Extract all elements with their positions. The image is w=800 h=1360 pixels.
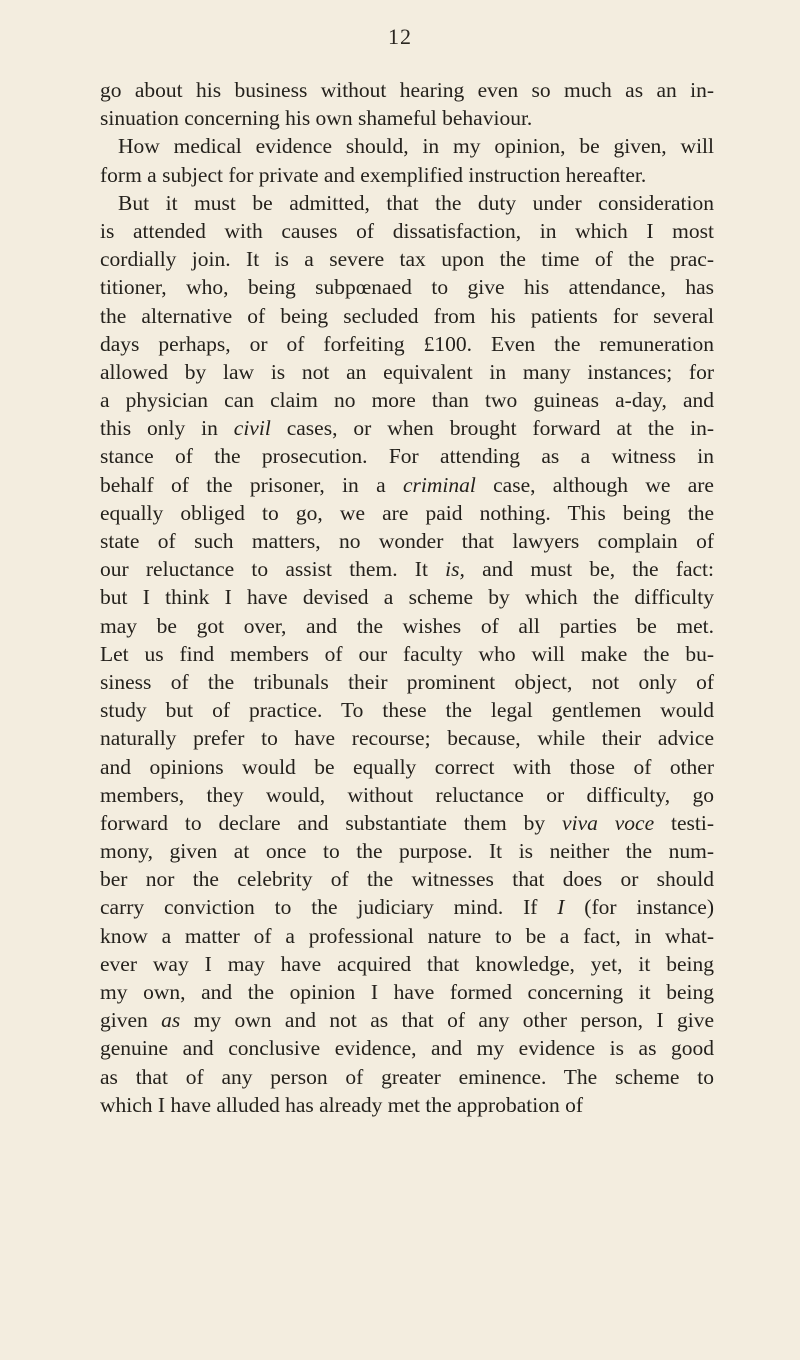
text-segment: ever way I may have acquired that knowledge, yet, it being bbox=[100, 951, 714, 976]
text-line bbox=[100, 781, 714, 809]
text-line bbox=[100, 76, 714, 104]
text-line bbox=[100, 583, 714, 611]
text-line bbox=[100, 612, 714, 640]
text-line bbox=[100, 161, 714, 189]
text-line bbox=[100, 837, 714, 865]
text-line bbox=[100, 442, 714, 470]
paragraph bbox=[100, 76, 714, 132]
text-segment: study but of practice. To these the legal gentlemen would bbox=[100, 698, 714, 723]
text-line bbox=[100, 809, 714, 837]
text-segment: the alternative of being secluded from his patients for several bbox=[100, 303, 714, 328]
text-segment: members, they would, without reluctance or difficulty, go bbox=[100, 782, 714, 807]
text-segment: which I have alluded has already met the approbation of bbox=[100, 1092, 583, 1117]
text-segment: stance of the prosecution. For attending as a witness in bbox=[100, 444, 714, 469]
text-line bbox=[100, 893, 714, 921]
text-segment: my own and not as that of any other person, I give bbox=[180, 1008, 714, 1033]
text-segment: given bbox=[100, 1008, 162, 1033]
text-segment: sinuation concerning his own shameful behaviour. bbox=[100, 106, 533, 131]
text-segment: and must be, the fact: bbox=[464, 557, 714, 582]
text-segment: How medical evidence should, in my opinion, be given, will bbox=[118, 134, 714, 159]
text-line bbox=[100, 104, 714, 132]
text-segment: cordially join. It is a severe tax upon the time of the prac- bbox=[100, 247, 714, 272]
text-segment: But it must be admitted, that the duty under consideration bbox=[118, 190, 714, 215]
text-line bbox=[100, 414, 714, 442]
text-segment: testi- bbox=[654, 810, 714, 835]
paragraph bbox=[100, 132, 714, 188]
text-line bbox=[100, 753, 714, 781]
text-segment: Let us find members of our faculty who will make the bu- bbox=[100, 641, 714, 666]
text-line bbox=[100, 724, 714, 752]
text-segment: form a subject for private and exemplified instruction hereafter. bbox=[100, 162, 647, 187]
text-segment: ber nor the celebrity of the witnesses that does or should bbox=[100, 867, 714, 892]
text-segment: titioner, who, being subpœnaed to give his attendance, has bbox=[100, 275, 714, 300]
text-segment: carry conviction to the judiciary mind. If bbox=[100, 895, 558, 920]
page-number: 12 bbox=[388, 24, 412, 49]
text-line bbox=[100, 471, 714, 499]
text-segment: is attended with causes of dissatisfaction, in which I most bbox=[100, 218, 714, 243]
text-line bbox=[100, 273, 714, 301]
italic-text: criminal bbox=[402, 472, 476, 497]
italic-text: viva voce bbox=[562, 810, 655, 835]
text-line bbox=[100, 1063, 714, 1091]
text-line bbox=[100, 950, 714, 978]
italic-text: civil bbox=[233, 416, 271, 441]
text-segment: days perhaps, or of forfeiting £100. Even the remuneration bbox=[100, 331, 714, 356]
text-line bbox=[100, 1091, 714, 1119]
text-segment: allowed by law is not an equivalent in many instances; for bbox=[100, 359, 714, 384]
text-segment: naturally prefer to have recourse; because, while their advice bbox=[100, 726, 714, 751]
text-line bbox=[100, 386, 714, 414]
text-segment: genuine and conclusive evidence, and my evidence is as good bbox=[100, 1036, 714, 1061]
text-segment: case, although we are bbox=[475, 472, 714, 497]
text-segment: know a matter of a professional nature to be a fact, in what- bbox=[100, 923, 714, 948]
text-line bbox=[100, 499, 714, 527]
italic-text: is, bbox=[445, 557, 465, 582]
text-segment: equally obliged to go, we are paid nothing. This being the bbox=[100, 500, 714, 525]
text-line bbox=[100, 189, 714, 217]
text-segment: my own, and the opinion I have formed concerning it being bbox=[100, 980, 714, 1004]
text-line bbox=[100, 865, 714, 893]
text-segment: mony, given at once to the purpose. It is neither the num- bbox=[100, 839, 714, 864]
italic-text: as bbox=[161, 1008, 181, 1033]
text-line bbox=[100, 132, 714, 160]
text-segment: (for instance) bbox=[564, 895, 714, 920]
text-segment: behalf of the prisoner, in a bbox=[100, 472, 403, 497]
text-line bbox=[100, 217, 714, 245]
text-line bbox=[100, 1006, 714, 1034]
text-line bbox=[100, 640, 714, 668]
text-line bbox=[100, 1034, 714, 1062]
text-segment: our reluctance to assist them. It bbox=[100, 557, 446, 582]
text-segment: go about his business without hearing even so much as an in- bbox=[100, 78, 714, 102]
text-line bbox=[100, 696, 714, 724]
text-line bbox=[100, 555, 714, 583]
text-line bbox=[100, 330, 714, 358]
text-segment: but I think I have devised a scheme by which the difficulty bbox=[100, 585, 714, 610]
text-line bbox=[100, 245, 714, 273]
italic-text: I bbox=[557, 895, 565, 920]
text-segment: as that of any person of greater eminence. The scheme to bbox=[100, 1064, 714, 1089]
text-segment: siness of the tribunals their prominent object, not only of bbox=[100, 669, 714, 694]
text-segment: cases, or when brought forward at the in- bbox=[270, 416, 714, 441]
text-line bbox=[100, 302, 714, 330]
text-line bbox=[100, 358, 714, 386]
text-line bbox=[100, 668, 714, 696]
text-line bbox=[100, 922, 714, 950]
text-line bbox=[100, 527, 714, 555]
text-segment: state of such matters, no wonder that lawyers complain of bbox=[100, 529, 714, 553]
text-segment: a physician can claim no more than two guineas a-day, and bbox=[100, 388, 714, 413]
text-segment: may be got over, and the wishes of all parties be met. bbox=[100, 613, 714, 638]
text-line bbox=[100, 978, 714, 1006]
text-segment: and opinions would be equally correct with those of other bbox=[100, 754, 714, 779]
paragraph bbox=[100, 189, 714, 1119]
body-text bbox=[100, 76, 714, 1119]
text-segment: this only in bbox=[100, 416, 234, 441]
text-segment: forward to declare and substantiate them by bbox=[100, 810, 563, 835]
